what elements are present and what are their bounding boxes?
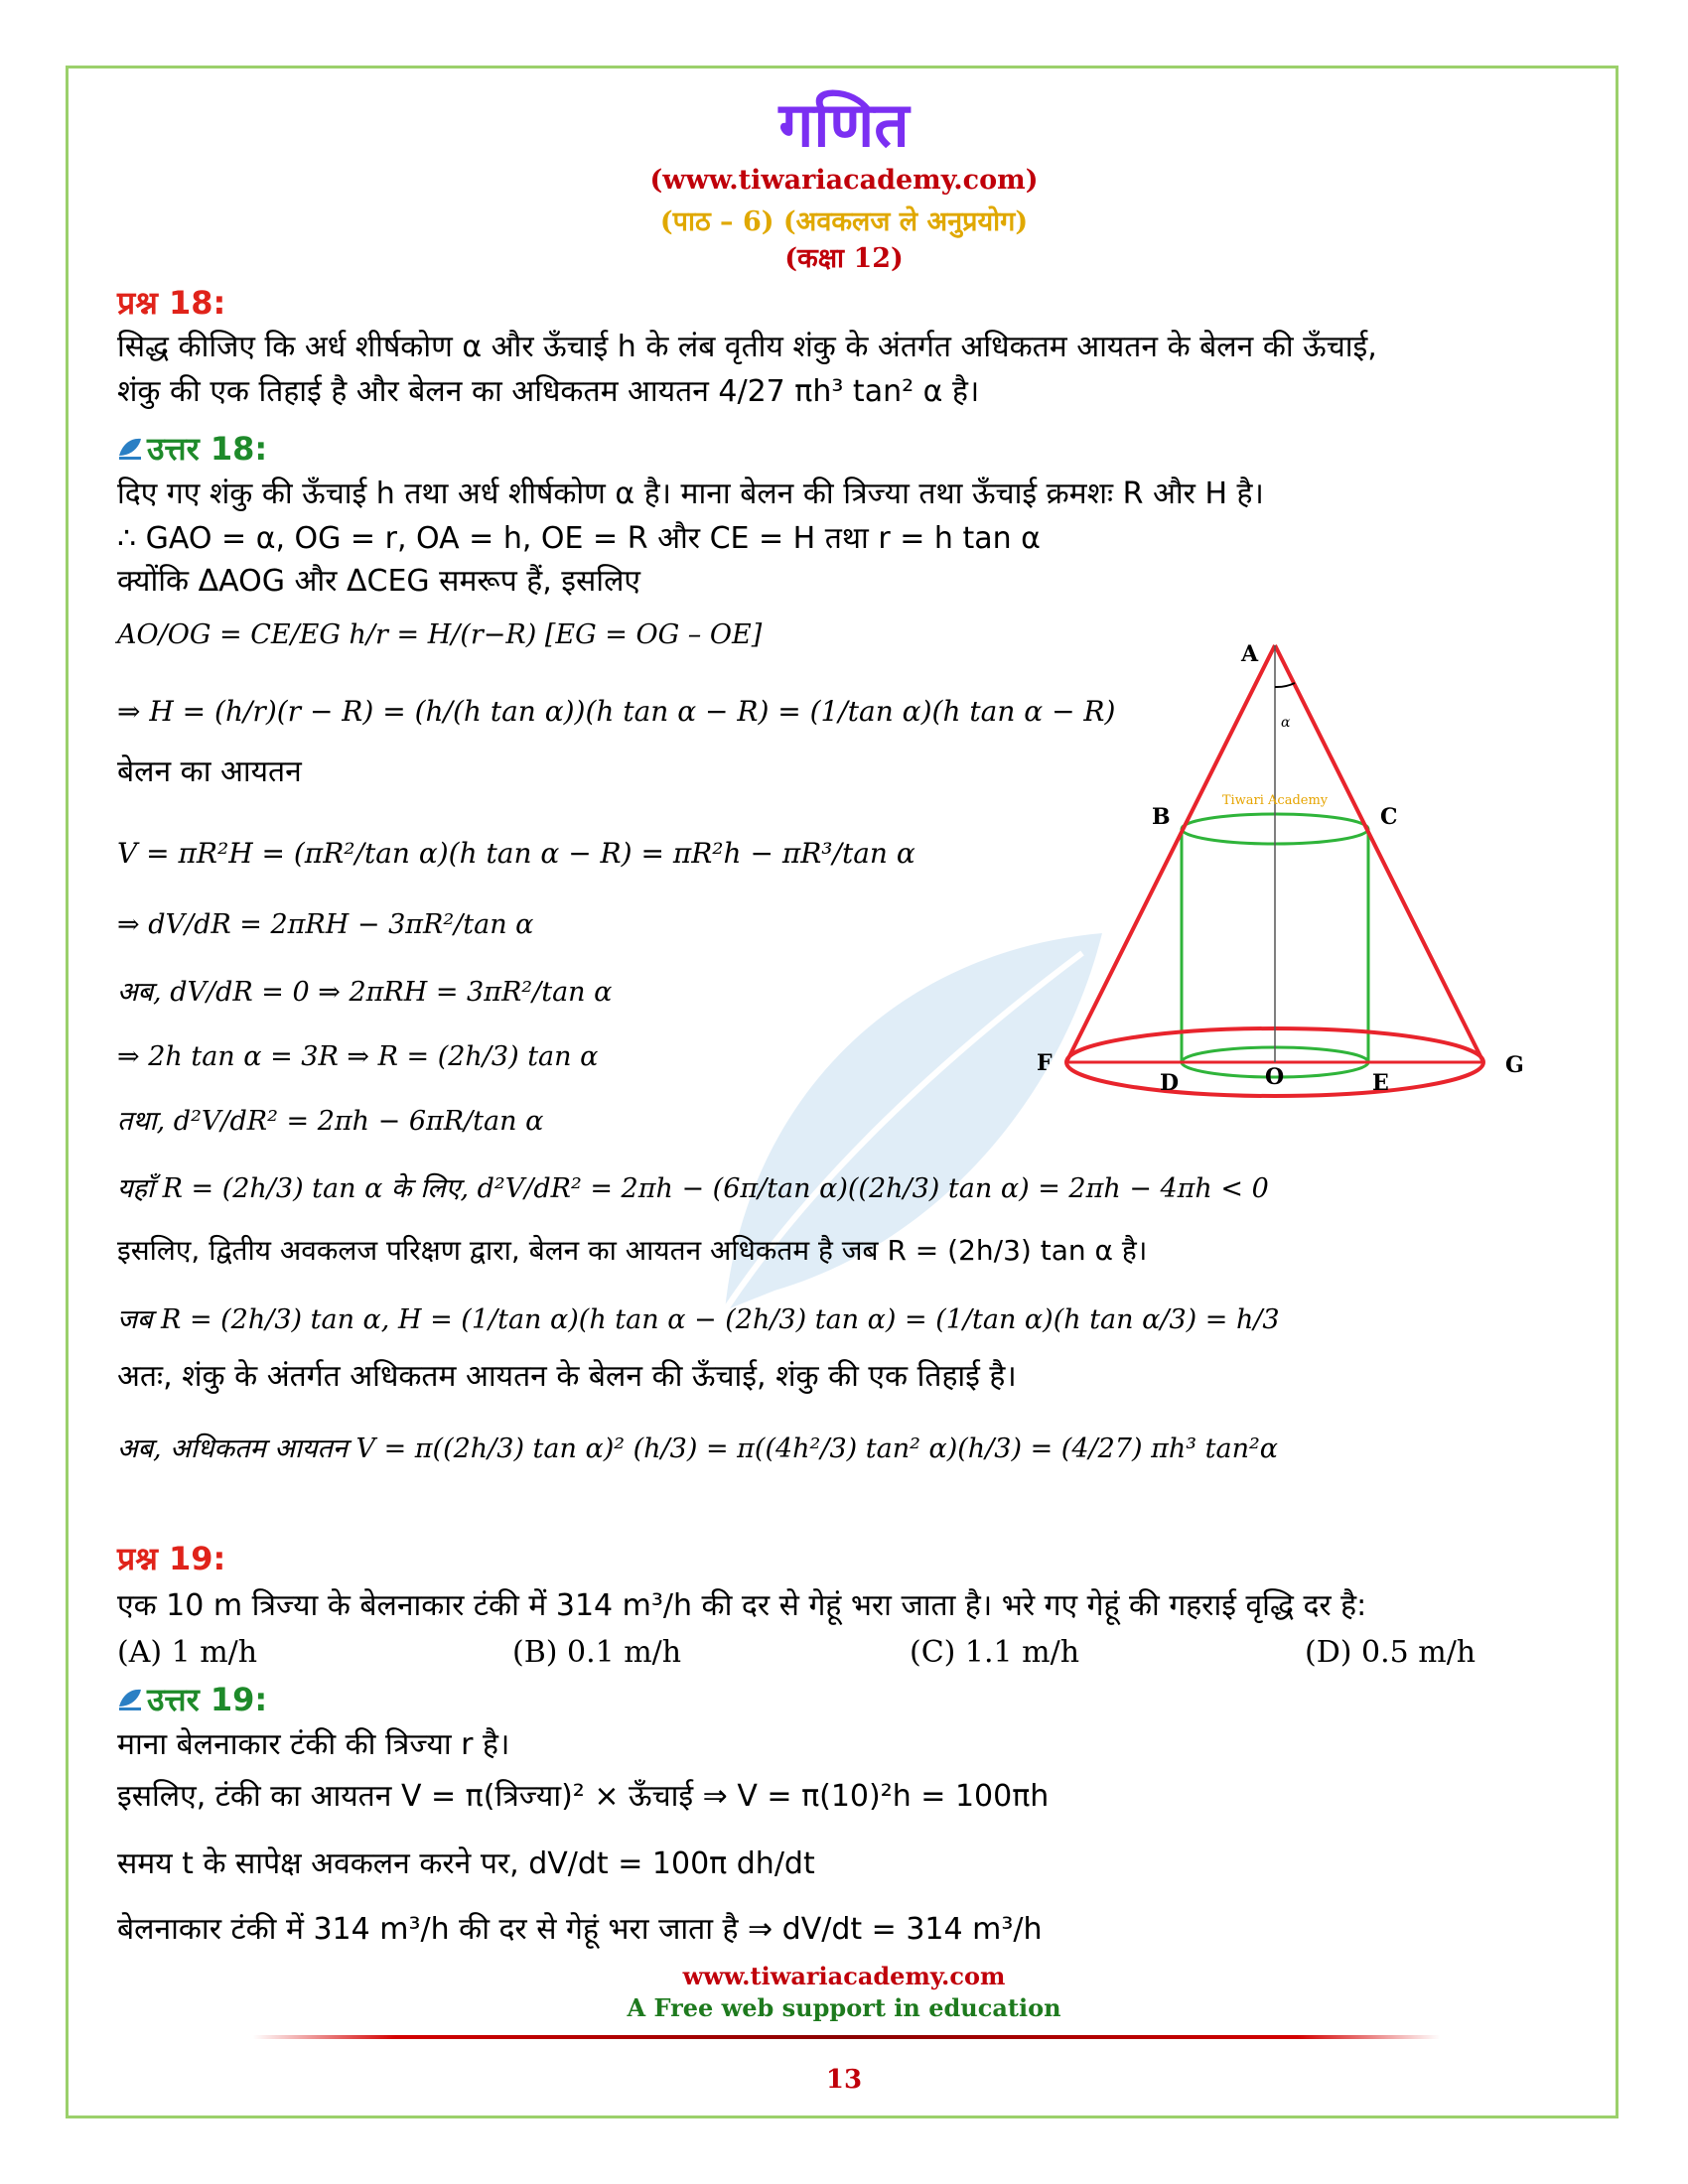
diagram-watermark: Tiwari Academy: [1221, 793, 1329, 808]
option-a: (A) 1 m/h: [117, 1635, 258, 1670]
answer-18-line: ⇒ dV/dR = 2πRH − 3πR²/tan α: [117, 909, 534, 940]
answer-18-line: बेलन का आयतन: [117, 754, 302, 789]
angle-arc: [1275, 683, 1295, 687]
page-title: गणित: [778, 88, 910, 161]
answer-18-line: अतः, शंकु के अंतर्गत अधिकतम आयतन के बेलन की ऊँचाई, शंकु की एक तिहाई है।: [117, 1359, 1017, 1394]
point-label-f: F: [1037, 1050, 1053, 1076]
point-label-a: A: [1241, 641, 1259, 667]
book-icon: [117, 1687, 143, 1712]
book-icon: [117, 436, 143, 462]
answer-19-line: इसलिए, टंकी का आयतन V = π(त्रिज्या)² × ऊँचाई ⇒ V = π(10)²h = 100πh: [117, 1779, 1050, 1814]
question-18-text-1: सिद्ध कीजिए कि अर्ध शीर्षकोण α और ऊँचाई h के लंब वृतीय शंकु के अंतर्गत अधिकतम आयतन के बेलन की ऊँचाई,: [117, 330, 1377, 364]
answer-18-line: क्योंकि ΔAOG और ΔCEG समरूप हैं, इसलिए: [117, 564, 641, 599]
answer-18-line: ⇒ H = (h/r)(r − R) = (h/(h tan α))(h tan α − R) = (1/tan α)(h tan α − R): [117, 695, 1116, 728]
point-label-e: E: [1372, 1070, 1389, 1096]
point-label-d: D: [1160, 1070, 1180, 1096]
answer-18-line: यहाँ R = (2h/3) tan α के लिए, d²V/dR² = 2πh − (6π/tan α)((2h/3) tan α) = 2πh − 4πh < 0: [117, 1173, 1269, 1204]
answer-19-line: माना बेलनाकार टंकी की त्रिज्या r है।: [117, 1727, 510, 1762]
answer-18-line: इसलिए, द्वितीय अवकलज परिक्षण द्वारा, बेलन का आयतन अधिकतम है जब R = (2h/3) tan α है।: [117, 1234, 1148, 1267]
answer-18-line: दिए गए शंकु की ऊँचाई h तथा अर्ध शीर्षकोण α है। माना बेलन की त्रिज्या तथा ऊँचाई क्रमशः R और H है।: [117, 477, 1264, 511]
alpha-label: α: [1281, 715, 1291, 731]
answer-18-line: ⇒ 2h tan α = 3R ⇒ R = (2h/3) tan α: [117, 1041, 599, 1072]
footer-tagline: A Free web support in education: [627, 1993, 1061, 2022]
point-label-g: G: [1505, 1052, 1524, 1078]
answer-18-heading: [117, 429, 267, 469]
point-label-b: B: [1152, 804, 1171, 830]
question-18-label: प्रश्न 18:: [117, 284, 226, 322]
option-b: (B) 0.1 m/h: [512, 1635, 682, 1670]
point-label-o: O: [1265, 1064, 1285, 1090]
answer-18-line: ∴ GAO = α, OG = r, OA = h, OE = R और CE = H तथा r = h tan α: [117, 521, 1041, 556]
chapter-heading: (पाठ – 6) (अवकलज ले अनुप्रयोग): [659, 206, 1029, 237]
header-url[interactable]: (www.tiwariacademy.com): [649, 165, 1039, 196]
answer-18-label: उत्तर 18:: [147, 430, 268, 468]
question-19-text: एक 10 m त्रिज्या के बेलनाकार टंकी में 314 m³/h की दर से गेहूं भरा जाता है। भरे गए गेहूं की गहराई वृद्धि दर है:: [117, 1588, 1367, 1623]
answer-19-heading: [117, 1680, 267, 1719]
answer-19-line: समय t के सापेक्ष अवकलन करने पर, dV/dt = 100π dh/dt: [117, 1846, 815, 1881]
footer-rule: [253, 2035, 1440, 2039]
question-19-label: प्रश्न 19:: [117, 1540, 226, 1577]
point-label-c: C: [1380, 804, 1398, 830]
answer-19-line: बेलनाकार टंकी में 314 m³/h की दर से गेहूं भरा जाता है ⇒ dV/dt = 314 m³/h: [117, 1912, 1043, 1947]
option-d: (D) 0.5 m/h: [1305, 1635, 1477, 1670]
cone-cylinder-diagram: [1037, 635, 1549, 1112]
page-number: 13: [825, 2065, 863, 2095]
option-c: (C) 1.1 m/h: [910, 1635, 1080, 1670]
question-18-text-2: शंकु की एक तिहाई है और बेलन का अधिकतम आयतन 4/27 πh³ tan² α है।: [117, 374, 980, 409]
answer-18-line: अब, अधिकतम आयतन V = π((2h/3) tan α)² (h/3) = π((4h²/3) tan² α)(h/3) = (4/27) πh³ tan²α: [117, 1433, 1279, 1464]
answer-19-label: उत्तर 19:: [147, 1681, 268, 1718]
answer-18-line: V = πR²H = (πR²/tan α)(h tan α − R) = πR²h − πR³/tan α: [117, 837, 915, 870]
answer-18-line: अब, dV/dR = 0 ⇒ 2πRH = 3πR²/tan α: [117, 977, 613, 1008]
answer-18-line: तथा, d²V/dR² = 2πh − 6πR/tan α: [117, 1106, 544, 1137]
class-heading: (कक्षा 12): [784, 243, 904, 274]
footer-url[interactable]: www.tiwariacademy.com: [682, 1962, 1006, 1990]
answer-18-line: जब R = (2h/3) tan α, H = (1/tan α)(h tan α − (2h/3) tan α) = (1/tan α)(h tan α/3) = h/3: [117, 1304, 1280, 1335]
question-19-options: [0, 1633, 1477, 1673]
answer-18-line: AO/OG = CE/EG h/r = H/(r−R) [EG = OG – OE]: [117, 619, 763, 650]
